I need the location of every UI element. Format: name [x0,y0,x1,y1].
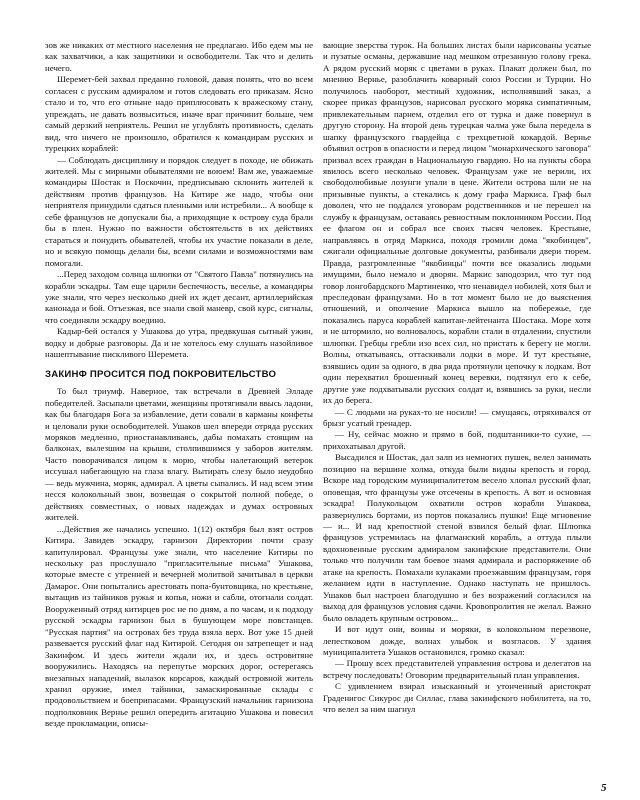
paragraph: ...Перед заходом солнца шлюпки от "Святого Павла" потянулись на корабли эскадры. Там еще царили беспечность, веселье, а командиры уже знали, что через несколько дней их ждет десант, артиллерийская канонада и бой. Отъезжая, все знали свой маневр, свой курс, сигналы, что соединяли эскадру воедино. [45,269,313,325]
left-column [45,40,313,730]
dialogue-line: — Ну, сейчас можно и прямо в бой, подштанники-то сухие, — прихохатывал другой. [323,429,591,451]
dialogue-line: — Прошу всех представителей управления острова и делегатов на встречу последовать! Оговорим предварительный план управления. [323,658,591,680]
paragraph: вающие зверства турок. На больших листах были нарисованы усатые и пузатые османы, державшие над мешком отрезанную голову грека. А рядом русский моряк с цветами в руках. Плакат должен был, по мнению Верньe, разоблачить коварный союз России и Турции. Но получилось наоборот, местный художник, исполнявший заказ, а скорее приказ французов, нарисовал русского моряка симпатичным, привлекательным парнем, отделил его от турка и даже повернул в другую сторону. На второй день турецкая чалма уже была передела в шапку французского гвардейца с трехцветной кокардой. Верньe объявил остров в опасности и перед лицом "монархического заговора" призвал всех граждан в Национальную гвардию. Но на пункты сбора явилось всего несколько человек. Французам уже не верили, их свободолюбивые лозунги упали в цене. Жители острова шли не на призывные пункты, а стекались к дому графа Маркиса. Граф был доволен, что не поддался уговорам родственников и не перешел на службу к французам, оставаясь ревностным поклонником России. Под ее флагом он и собрал все своих тысяч человек. Крестьяне, направляясь в отряд Маркиса, походя громили дома "якобинцев", сжигали официальные долговые документы, разбивали двери тюрем. Правда, разгромленные "якобинцы" почти все оказались людьми имущими, было немало и дворян. Маркис заподозрил, что тут под говор лонгобардского Мартиненко, что ненавидел нобилей, хотя был и преследован французами. Но в тот момент было не до выяснения отношений, и ополчение Маркиса вышло на побережье, где показались паруса кораблей капитан-лейтенанта Шостака. Море хотя и не штормило, но волновалось, корабли стали в отдалении, спустили шлюпки. Гребцы гребли изо всех сил, но пристать к берегу не могли. Волны, откатываясь, оттаскивали лодки в море. И тут крестьяне, взявшись один за одного, в два ряда протянули цепочку к лодкам. Вот один перехватил брошенный конец веревки, подтянул его к себе, другие уже подхватывали русских солдат и, взявшись за руки, несли их до берега. [323,40,591,406]
dialogue-line: — С людьми на руках-то не носили! — смущаясь, отряхивался от брызг усатый гренадер. [323,406,591,428]
paragraph: И вот идут они, воины и моряки, в колокольном перезвоне, лепестковом дожде, волнах улыбок и возгласов. У здания муниципалитета Ушаков остановился, громко сказал: [323,624,591,658]
paragraph: Шеремет-бей захвал преданно головой, давая понять, что во всем согласен с русским адмиралом и готов следовать его приказам. Ясно стало и то, что его отныне надо приплюсовать к вражескому стану, упреждать, не давать возвыситься, иначе враг причинит больше, чем самый дерзкий неприятель. Решил не углублять противность, сделать вид, что ничего не произошло, обратился к командирам русских и турецких кораблей: [45,74,313,154]
section-heading: ЗАКИНФ ПРОСИТСЯ ПОД ПОКРОВИТЕЛЬСТВО [45,368,277,380]
paragraph: С удивлением взирал изысканный и утонченный аристократ Граденигос Сикурос ди Силлас, глава закинфского нобилитета, на то, что велел за ним шагнул [323,681,591,715]
paragraph: Кадыр-бей остался у Ушакова до утра, предвкушая сытный ужин, водку и добрые разговоры. Да и не хотелось ему слушать назойливое нашептывание пискливого Шеремета. [45,326,313,360]
paragraph: Высадился и Шостак, дал залп из немногих пушек, велел занимать позицию на вершине холма, откуда были видны крепость и город. Вскоре над городским муниципалитетом весело хлопал русский флаг, оповещая, что французы уже отсечены в крепость. А вот и основная эскадра! Полукольцом охватили остров корабли Ушакова, развернулись бортами, из портов показались пушки! Еще мгновение — и... И над крепостной стеной взвился белый флаг. Шлюпка французов устремилась на флагманский корабль, а оттуда плыли вдохновенные русским адмиралом закинфские представители. Они только что получили там боевое знамя адмирала и распоряжение об атаке на крепость. Помахали кулаками проезжавшим французам, горя желанием идти в наступление. Однако наступать не пришлось. Ушаков был настроен благодушно и без возражений согласился на выход для французов условия сдачи. Кровопролития не желал. Важно было овладеть крупным островом... [323,452,591,623]
paragraph: ...Действия же начались успешно. 1(12) октября был взят остров Китира. Завидев эскадру, гарнизон Директории почти сразу капитулировал. Французы уже знали, что население Китиры по нескольку раз прослушало "пригласительные письма" Ушакова, которые вместе с утренней и вечерней молитвой зачитывал в церкви Дамарос. Они попытались арестовать попа-бунтовщика, но крестьяне, вытащив из тайников ружья и копья, ножи и сабли, отогнали солдат. Вооруженный отряд китирцев рос не по дням, а по часам, и к подходу русской эскадры гарнизон был в бушующем море повстанцев. "Русская партия" на островах без труда взяла верх. Вот уже 15 дней развевается русский флаг над Китирой. Сегодня он затрепещет и над Закинфом. И здесь жители ждали их, и здесь островитяне вооружились. Находясь на перепутье морских дорог, остерегаясь внезапных нападений, вылазок корсаров, каждый островной житель хранил оружие, имел тайники, замаскированные склады с продовольствием и боеприпасами. Французский начальник гарнизона подполковник Верньe решил опередить агитацию Ушакова и повесил везде прокламации, описы- [45,523,313,729]
page-number: 5 [601,782,607,794]
paragraph: зов же никаких от местного населения не предлагаю. Ибо едем мы не как захватчики, а как защитники и освободители. Так что и делить нечего. [45,40,313,73]
right-column [323,40,591,716]
paragraph: — Соблюдать дисциплину и порядок следует в походе, не обижать жителей. Мы с мирными обывателями не воюем! Вам же, уважаемые командиры Шостак и Поскочин, предписываю склонить жителей к действиям против французов. На Китире же надо, чтобы они неприятеля принудили сдаться пленными или истребили... А вообще к себе французов не допускали бы, а приходящие к острову суда брали бы в плен. Нужно по важности обстоятельств в их действиях стараться и понудить обывателей, чтобы их участие показали в деле, но и всякую помощь делали бы, всеми силами и возможностями вам помогали. [45,154,313,268]
paragraph: То был триумф. Наверное, так встречали в Древней Элладе победителей. Засыпали цветами, женщины протягивали ввысь ладони, как бы благодаря Бога за избавление, дети совали в карманы конфеты и целовали руки освободителей. Ушаков шел впереди отряда русских моряков медленно, приостанавливаясь, дабы помахать стоящим на балконах, вылезшим на крыши, столпившимся у заборов жителям. Часто поворачивался лицом к морю, чтобы налетающий ветерок иссушал набегающую на глаза влагу. Вытирать слезу было неудобно — ведь мужчина, моряк, адмирал. А цветы сыпались. И над всем этим несся колокольный звон, возвещая о сокрытой полной победе, о действиях совместных, о новых надеждах и думах островных жителей. [45,386,313,523]
